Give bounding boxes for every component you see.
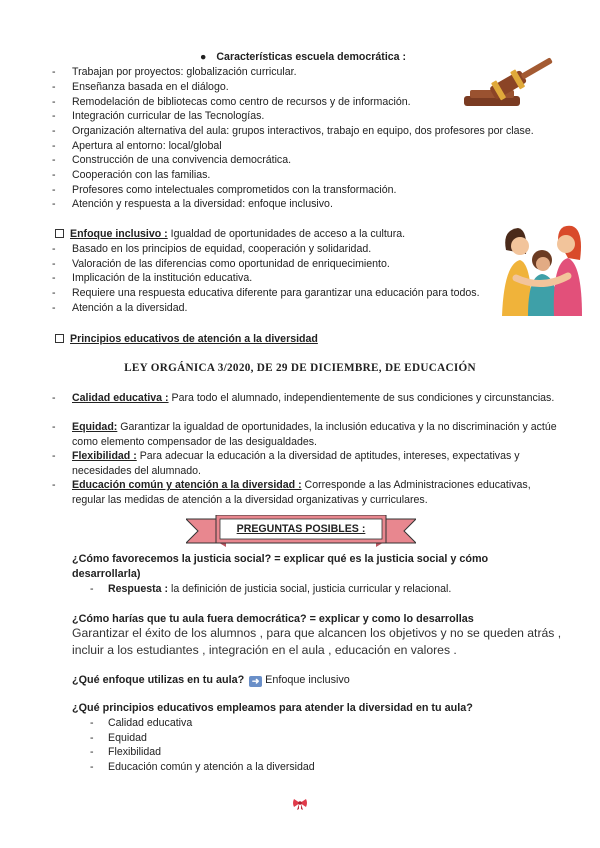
question-1: ¿Cómo favorecemos la justicia social? = explicar qué es la justicia social y cómo desarrollarla): [72, 553, 489, 580]
principle-item: Equidad: Garantizar la igualdad de oportunidades, la inclusión educativa y la no discriminación y actúe como elemento compensador de las desigualdades.: [72, 421, 557, 448]
principle-item: Educación común y atención a la diversidad : Corresponde a las Administraciones educativas, regular las medidas de atención a la diversidad organizativas y curriculares.: [72, 479, 531, 506]
bullet-icon: ●: [200, 51, 207, 63]
list-item: Flexibilidad: [108, 746, 161, 758]
checkbox-icon: [55, 334, 64, 343]
checkbox-icon: [55, 229, 64, 238]
list-item: Equidad: [108, 732, 147, 744]
question-2: ¿Cómo harías que tu aula fuera democrática? = explicar y como lo desarrollas: [72, 613, 474, 625]
law-title: LEY ORGÁNICA 3/2020, DE 29 DE DICIEMBRE, DE EDUCACIÓN: [124, 362, 476, 374]
list-item: Enseñanza basada en el diálogo.: [72, 81, 229, 93]
section3-heading: Principios educativos de atención a la diversidad: [55, 332, 318, 347]
question-1-answer: Respuesta : la definición de justicia social, justicia curricular y relacional.: [108, 583, 452, 595]
list-item: Atención a la diversidad.: [72, 302, 188, 314]
section1-title: ● Características escuela democrática :: [200, 51, 407, 63]
list-item: Construcción de una convivencia democrática.: [72, 154, 292, 166]
list-item: Profesores como intelectuales comprometidos con la transformación.: [72, 184, 397, 196]
list-item: Remodelación de bibliotecas como centro de recursos y de información.: [72, 96, 411, 108]
question-2-answer: Garantizar el éxito de los alumnos , para que alcancen los objetivos y no se queden atrás , incluir a los estudiantes , integración en el aula , educación en valores .: [72, 626, 562, 657]
arrow-right-icon: ➜: [249, 676, 262, 687]
section2-heading: Enfoque inclusivo : Igualdad de oportunidades de acceso a la cultura.: [55, 227, 405, 242]
questions-banner: [186, 515, 416, 547]
list-item: Integración curricular de las Tecnologías.: [72, 110, 265, 122]
list-item: Implicación de la institución educativa.: [72, 272, 253, 284]
principle-item: Flexibilidad : Para adecuar la educación a la diversidad de aptitudes, intereses, expectativas y necesidades del alumnado.: [72, 450, 520, 477]
list-item: Valoración de las diferencias como oportunidad de enriquecimiento.: [72, 258, 390, 270]
question-3: ¿Qué enfoque utilizas en tu aula? ➜ Enfoque inclusivo: [72, 674, 350, 686]
list-item: Requiere una respuesta educativa diferente para garantizar una educación para todos.: [72, 287, 480, 299]
list-item: Basado en los principios de equidad, cooperación y solidaridad.: [72, 243, 372, 255]
banner-label: PREGUNTAS POSIBLES :: [236, 523, 366, 535]
list-item: Organización alternativa del aula: grupos interactivos, trabajo en equipo, dos profesores por clase.: [72, 125, 534, 137]
principle-item: Calidad educativa : Para todo el alumnado, independientemente de sus condiciones y circunstancias.: [72, 392, 555, 404]
list-item: Educación común y atención a la diversidad: [108, 761, 315, 773]
list-item: Apertura al entorno: local/global: [72, 140, 222, 152]
list-item: Atención y respuesta a la diversidad: enfoque inclusivo.: [72, 198, 333, 210]
bow-icon: [292, 798, 308, 810]
question-4: ¿Qué principios educativos empleamos para atender la diversidad en tu aula?: [72, 702, 473, 714]
list-item: Trabajan por proyectos: globalización curricular.: [72, 66, 297, 78]
list-item: Cooperación con las familias.: [72, 169, 211, 181]
list-item: Calidad educativa: [108, 717, 193, 729]
